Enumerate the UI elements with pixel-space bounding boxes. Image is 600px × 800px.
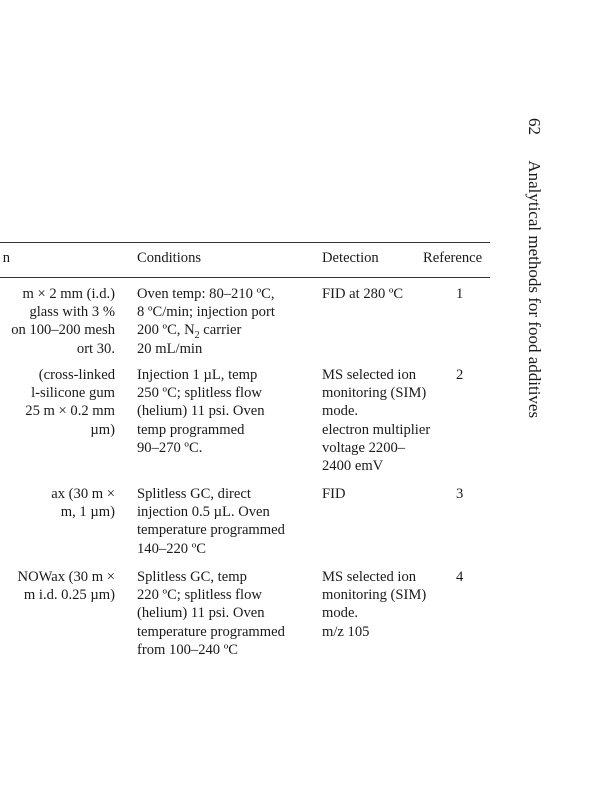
row4-reference: 4 [456, 569, 464, 585]
header-detection: Detection [322, 250, 379, 266]
header-column: n [2, 250, 10, 266]
row1-reference: 1 [456, 286, 464, 302]
row4-conditions: Splitless GC, temp 220 ºC; splitless flow (helium) 11 psi. Oven temperature programmed from 100–240 ºC [137, 569, 285, 658]
row2-conditions: Injection 1 µL, temp 250 ºC; splitless flow (helium) 11 psi. Oven temp programmed 90–270 ºC. [137, 367, 265, 456]
table-header-rule [0, 277, 490, 278]
row3-column: ax (30 m × m, 1 µm) [51, 486, 115, 521]
page-number: 62 [525, 118, 544, 135]
header-reference: Reference [423, 250, 483, 266]
row2-detection: MS selected ion monitoring (SIM) mode. electron multiplier voltage 2200– 2400 emV [322, 367, 431, 475]
row4-column: NOWax (30 m × m i.d. 0.25 µm) [17, 569, 115, 604]
row1-column: m × 2 mm (i.d.) glass with 3 % on 100–200 mesh ort 30. [11, 286, 115, 357]
running-head [524, 118, 544, 418]
header-conditions: Conditions [137, 250, 202, 266]
row3-detection: FID [322, 486, 346, 502]
row1-detection: FID at 280 ºC [322, 286, 404, 302]
running-head-title: Analytical methods for food additives [525, 160, 544, 419]
row2-reference: 2 [456, 367, 464, 383]
table-top-rule [0, 242, 490, 243]
row2-column: (cross-linked l-silicone gum 25 m × 0.2 mm µm) [25, 367, 115, 438]
row3-conditions: Splitless GC, direct injection 0.5 µL. Oven temperature programmed 140–220 ºC [137, 486, 285, 557]
row3-reference: 3 [456, 486, 464, 502]
row1-conditions: Oven temp: 80–210 ºC, 8 ºC/min; injection port 200 ºC, $N_2$ carrier 20 mL/min [137, 286, 275, 357]
row4-detection: MS selected ion monitoring (SIM) mode. m/z 105 [322, 569, 427, 640]
